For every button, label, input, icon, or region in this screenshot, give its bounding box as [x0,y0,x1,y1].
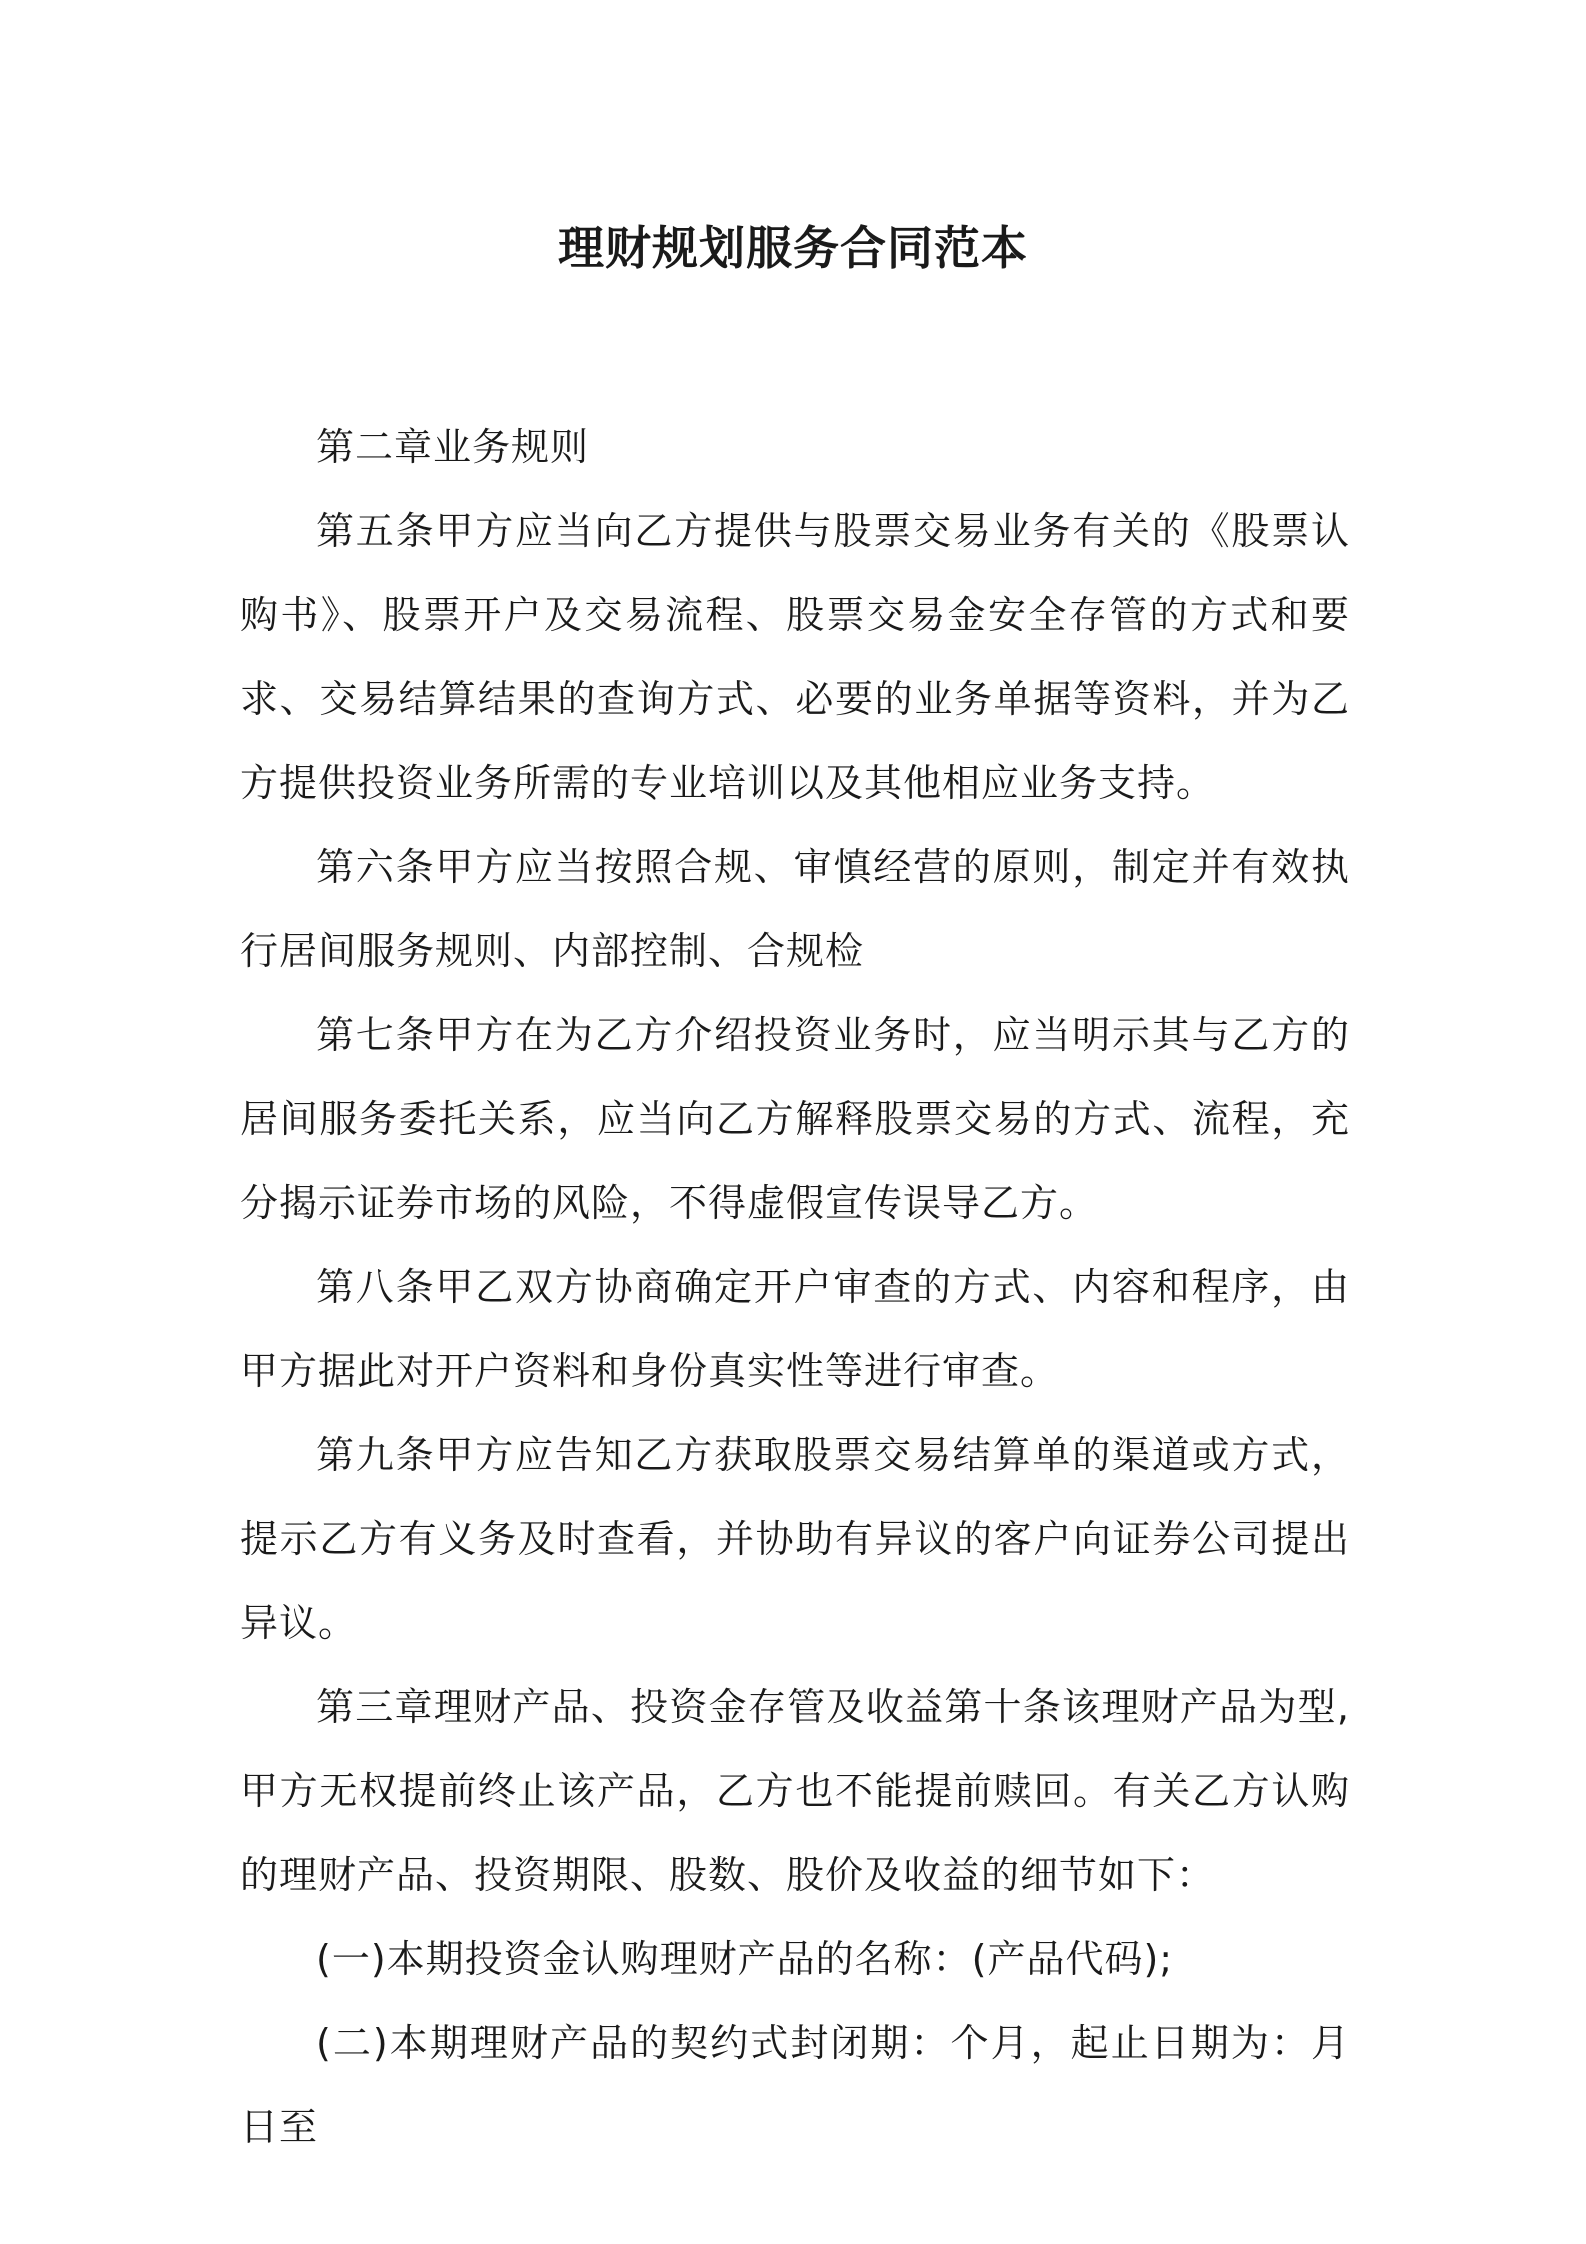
list-item-2: (二)本期理财产品的契约式封闭期：个月，起止日期为：月日至 [240,2021,1350,2149]
list-item-1: (一)本期投资金认购理财产品的名称：(产品代码); [316,1937,1174,1981]
article-5-paragraph: 第五条甲方应当向乙方提供与股票交易业务有关的《股票认购书》、股票开户及交易流程、股票交易金安全存管的方式和要求、交易结算结果的查询方式、必要的业务单据等资料，并为乙方提供投资业务所需的专业培训以及其他相应业务支持。 [240,509,1350,805]
document-title: 理财规划服务合同范本 [558,221,1028,275]
chapter-heading: 第二章业务规则 [316,425,590,469]
article-7-paragraph: 第七条甲方在为乙方介绍投资业务时，应当明示其与乙方的居间服务委托关系，应当向乙方解释股票交易的方式、流程，充分揭示证券市场的风险，不得虚假宣传误导乙方。 [240,1013,1350,1225]
chapter-3-article-10-paragraph: 第三章理财产品、投资金存管及收益第十条该理财产品为型,甲方无权提前终止该产品，乙方也不能提前赎回。有关乙方认购的理财产品、投资期限、股数、股价及收益的细节如下： [240,1685,1350,1897]
article-8-paragraph: 第八条甲乙双方协商确定开户审查的方式、内容和程序，由甲方据此对开户资料和身份真实性等进行审查。 [240,1265,1350,1393]
document-body [240,405,1350,2169]
article-6-paragraph: 第六条甲方应当按照合规、审慎经营的原则，制定并有效执行居间服务规则、内部控制、合规检 [240,845,1350,973]
article-9-paragraph: 第九条甲方应告知乙方获取股票交易结算单的渠道或方式，提示乙方有义务及时查看，并协助有异议的客户向证券公司提出异议。 [240,1433,1350,1645]
